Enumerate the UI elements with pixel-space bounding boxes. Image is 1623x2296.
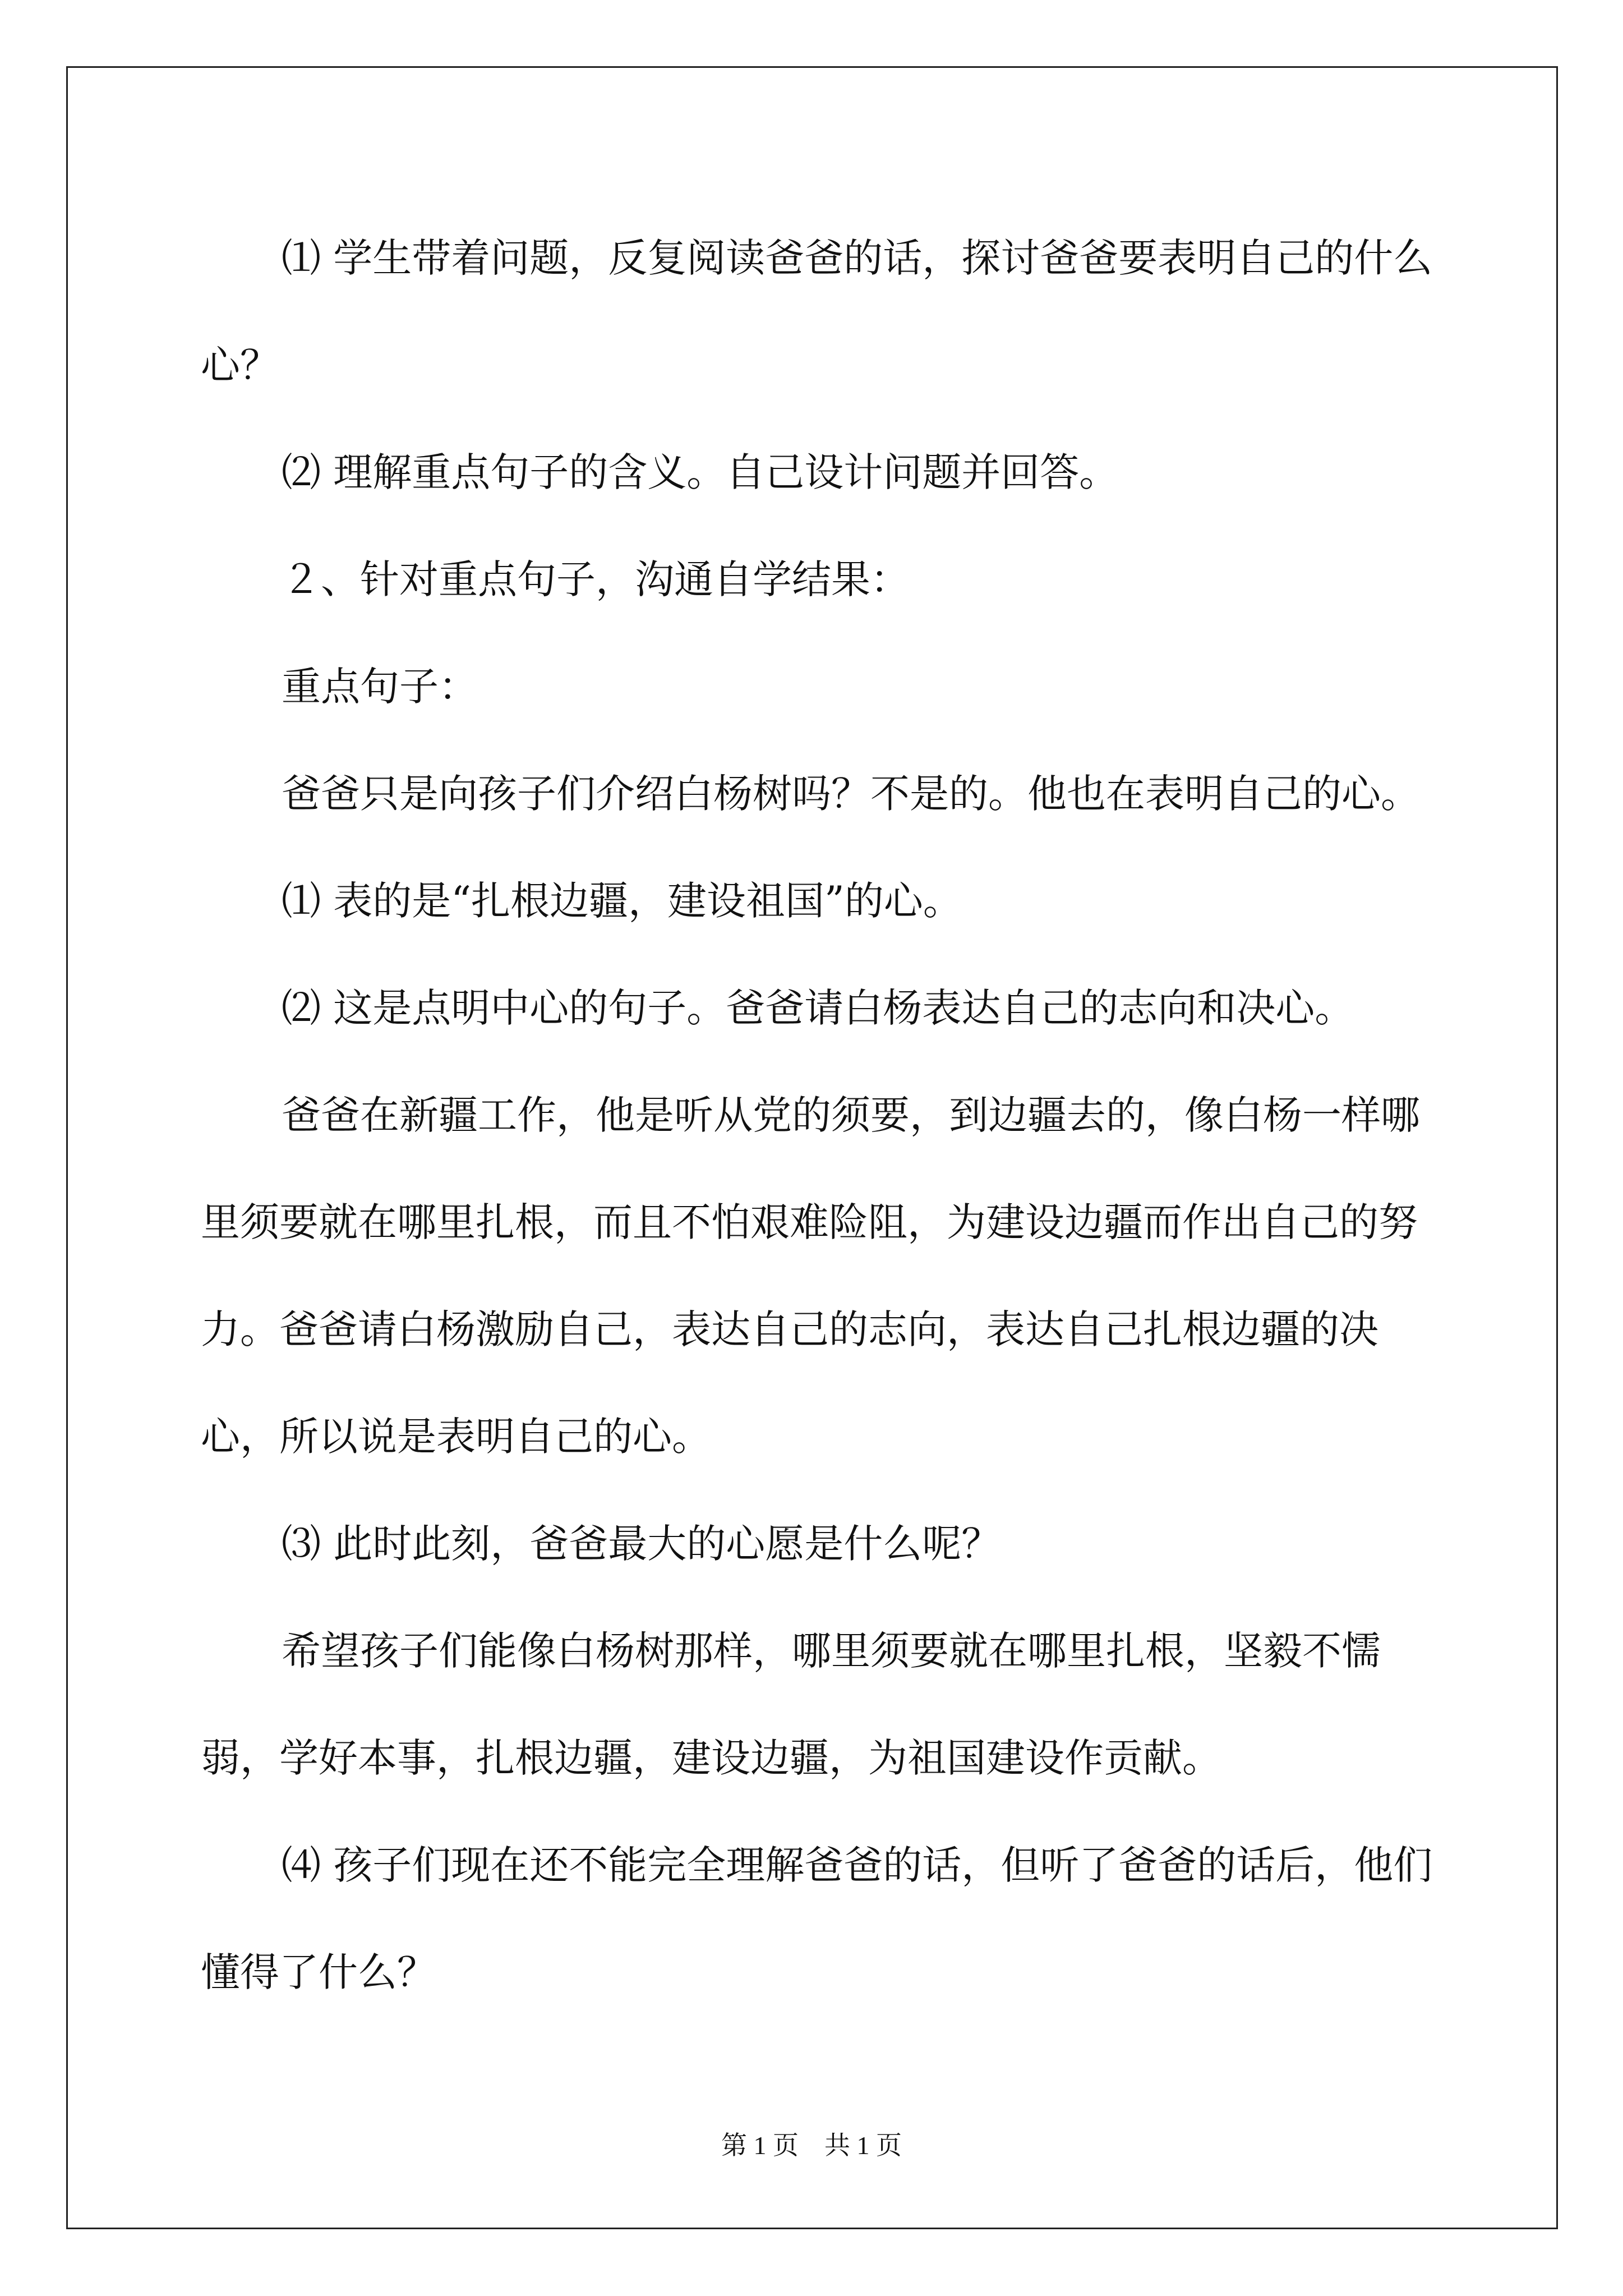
paragraph-8: 爸爸在新疆工作，他是听从党的须要，到边疆去的，像白杨一样哪里须要就在哪里扎根，而且不怕艰难险阻，为建设边疆而作出自己的努力。爸爸请白杨激励自己，表达自己的志向，表达自己扎根边疆的决心，所以说是表明自己的心。: [201, 1092, 1420, 1460]
paragraph-6: ⑴ 表的是“扎根边疆，建设祖国”的心。: [282, 878, 962, 924]
paragraph-11: ⑷ 孩子们现在还不能完全理解爸爸的话，但听了爸爸的话后，他们懂得了什么？: [201, 1842, 1433, 1995]
paragraph-3: ２、针对重点句子，沟通自学结果：: [282, 556, 910, 602]
paragraph-1: ⑴ 学生带着问题，反复阅读爸爸的话，探讨爸爸要表明自己的什么心？: [201, 235, 1433, 388]
paragraph-10: 希望孩子们能像白杨树那样，哪里须要就在哪里扎根，坚毅不懦弱，学好本事，扎根边疆，建设边疆，为祖国建设作贡献。: [201, 1628, 1381, 1781]
paragraph-2: ⑵ 理解重点句子的含义。自己设计问题并回答。: [282, 449, 1119, 495]
paragraph-7: ⑵ 这是点明中心的句子。爸爸请白杨表达自己的志向和决心。: [282, 985, 1354, 1031]
paragraph-4: 重点句子：: [282, 664, 478, 710]
page-footer: 第 1 页 共 1 页: [721, 2131, 902, 2160]
document-body: [201, 205, 1435, 2026]
paragraph-5: 爸爸只是向孩子们介绍白杨树吗？不是的。他也在表明自己的心。: [282, 771, 1420, 817]
paragraph-9: ⑶ 此时此刻，爸爸最大的心愿是什么呢？: [282, 1521, 1001, 1567]
